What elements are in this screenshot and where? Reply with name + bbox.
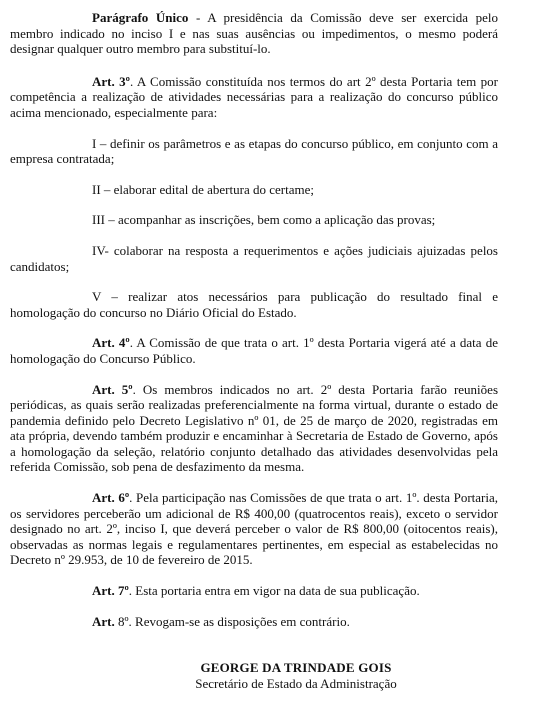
article-8-text: 8º. Revogam-se as disposições em contrário. — [114, 613, 350, 629]
article-8-label: Art. — [92, 613, 115, 629]
article-5 — [10, 382, 498, 476]
document-body — [10, 10, 498, 629]
article-3 — [10, 74, 498, 121]
article-4-text: . A Comissão de que trata o art. 1º desta Portaria vigerá até a data de homologação do Concurso Público. — [10, 335, 498, 366]
article-5-label: Art. 5º — [92, 381, 133, 397]
signatory-name: GEORGE DA TRINDADE GOIS — [200, 660, 392, 675]
article-6-label: Art. 6º — [92, 490, 130, 506]
article-8 — [10, 614, 498, 630]
article-6-text: . Pela participação nas Comissões de que trata o art. 1º. desta Portaria, os servidores perceberão um adicional de R$ 400,00 (quatrocentos reais), exceto o servidor designado no art. 2º, inciso I, que deverá perceber o valor de R$ 800,00 (oitocentos reais), observadas as normas legais e regulamentares pertinentes, em especial as estabelecidas no Decreto nº 29.953, de 10 de fevereiro de 2015. — [10, 490, 498, 568]
inciso-2: II – elaborar edital de abertura do certame; — [92, 181, 314, 197]
article-3-text: . A Comissão constituída nos termos do art 2º desta Portaria tem por competência a realização de atividades necessárias para a realização do concurso público acima mencionado, especialmente para: — [10, 73, 499, 120]
paragrafo-unico-label: Parágrafo Único — [92, 10, 189, 25]
paragrafo-unico — [10, 10, 498, 57]
signatory-role: Secretário de Estado da Administração — [195, 675, 397, 691]
inciso-5: V – realizar atos necessários para publicação do resultado final e homologação do concurso no Diário Oficial do Estado. — [10, 289, 498, 320]
article-4-label: Art. 4º — [92, 335, 130, 351]
inciso-1: I – definir os parâmetros e as etapas do concurso público, em conjunto com a empresa contratada; — [10, 135, 498, 167]
article-3-label: Art. 3º — [92, 73, 130, 89]
article-4 — [10, 335, 498, 366]
article-7-text: . Esta portaria entra em vigor na data de sua publicação. — [128, 583, 420, 599]
article-7-label: Art. 7º — [92, 583, 129, 599]
paragrafo-unico-text: - A presidência da Comissão deve ser exercida pelo membro indicado no inciso I e nas suas ausências ou impedimentos, o mesmo poderá designar qualquer outro membro para substituí-lo. — [10, 10, 498, 57]
inciso-3: III – acompanhar as inscrições, bem como a aplicação das provas; — [92, 212, 436, 228]
signature-block — [0, 660, 534, 691]
article-5-text: . Os membros indicados no art. 2º desta Portaria farão reuniões periódicas, as quais serão realizadas preferencialmente na forma virtual, durante o estado de pandemia definido pelo Decreto Legislativo nº 01, de 25 de março de 2020, registradas em ata própria, devendo também produzir e encaminhar à Secretaria de Estado de Governo, após a homologação da seleção, relatório conjunto detalhado das atividades desenvolvidas pela referida Comissão, sob pena de desfazimento da mesma. — [10, 381, 498, 475]
inciso-4: IV- colaborar na resposta a requerimentos e ações judiciais ajuizadas pelos candidatos; — [10, 242, 498, 274]
article-6 — [10, 490, 498, 568]
article-7 — [10, 583, 498, 599]
